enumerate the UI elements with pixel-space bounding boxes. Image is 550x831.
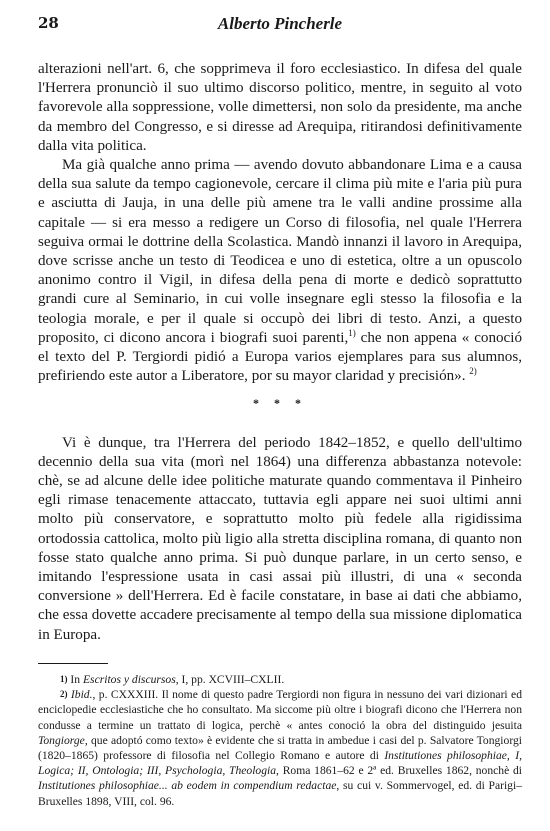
footnote-2-ibid: Ibid. <box>70 688 93 702</box>
footnote-1-number: 1) <box>60 674 68 684</box>
paragraph-2 <box>38 156 522 386</box>
body-text <box>38 60 522 645</box>
paragraph-2-part-a: Ma già qualche anno prima — avendo dovuto abbandonare Lima e a causa della sua salute da tempo cagionevole, cercare il clima più mite e l'aria più pura e asciutta di Jauja, in una delle più amene tra le valli andine prossime alla capitale — si era messo a redigere un Corso di filosofia, nel quale l'Herrera seguiva ormai le dottrine della Scolastica. Mandò innanzi il lavoro in Arequipa, dove scrisse anche un testo di Teodicea e uno di estetica, oltre a un opuscolo anonimo contro il Vigil, in difesa della pena di morte e dedicò soprattutto grandi cure al Seminario, in cui volle insegnare egli stesso la filosofia e la teologia morale, e per il quale si occupò dei libri di testo. Anzi, a questo proposito, ci dicono ancora i biografi suoi parenti, <box>38 157 522 346</box>
footnote-1-text: In <box>70 673 83 686</box>
footnote-rule <box>38 663 108 664</box>
footnote-2-institutiones-compendium: Institutiones philosophiae... ab eodem in compendium redactae <box>38 779 337 793</box>
footnote-ref-1: 1) <box>348 327 356 338</box>
footnote-2-tongiorge: Tongiorge <box>38 733 85 747</box>
paragraph-3: Vi è dunque, tra l'Herrera del periodo 1842–1852, e quello dell'ultimo decennio della sua vita (morì nel 1864) una differenza abbastanza notevole: chè, se ad alcune delle idee politiche maturate quando commentava il Pinheiro egli rimase tenacemente attaccato, tuttavia egli appare nei suoi ultimi anni molto più conservatore, e soprattutto molto più fedele alla rigidissima ortodossia cattolica, molto più ligio alla stretta disciplina romana, di quanto non fosse stato qualche anno prima. Si può dunque parlare, in un certo senso, e imitando l'espressione usata in casi assai più illustri, di una « seconda conversione » dell'Herrera. Ed è facile constatare, in base ai dati che abbiamo, che essa dovette accadere precisamente al tempo della sua missione diplomatica in Europa. <box>38 434 522 643</box>
footnote-2-text-c: , Roma 1861–62 e 2ª ed. Bruxelles 1862, nonchè di <box>276 764 522 778</box>
page-number: 28 <box>38 14 59 32</box>
running-head: Alberto Pincherle <box>217 14 343 33</box>
footnotes <box>38 672 522 809</box>
footnote-2-text-b: , que adoptó como texto» è evidente che si tratta in ambedue i casi del p. Salvatore Tongiorgi (1820–1865) professore di filosofia nel Collegio Romano e autore di <box>38 733 522 763</box>
footnote-2-institutiones: Institutiones philosophiae, I, Logica; II, Ontologia; III, Psychologia, Theologia <box>38 749 522 778</box>
footnote-1-title: Escritos y discursos <box>82 673 176 686</box>
footnote-1-citation: , I, pp. XCVIII–CXLII. <box>175 673 285 686</box>
footnote-2-text-a: , p. CXXXIII. Il nome di questo padre Tergiordi non figura in nessuno dei vari dizionari ed enciclopedie ecclesiastiche che ho consultato. Ma siccome più oltre i biografi dicono che l'Herrera non condusse a termine un trattato di logica, perchè « antes conoció la obra del distinguido jesuita <box>38 688 522 732</box>
page-header <box>38 14 522 36</box>
footnote-2-text-d: , su cui v. Sommervogel, ed. di Parigi–Bruxelles 1898, VIII, col. 96. <box>38 779 522 808</box>
footnote-2 <box>38 687 522 809</box>
footnote-2-number: 2) <box>60 689 68 700</box>
paragraph-1: alterazioni nell'art. 6, che sopprimeva il foro ecclesiastico. In difesa del quale l'Herrera pronunciò il suo ultimo discorso politico, mentre, in seguito al voto favorevole alla soppressione, volle dimettersi, non solo da presidente, ma anche da membro del Congresso, e si diresse ad Arequipa, ritirandosi definitivamente dalla vita politica. <box>38 61 522 154</box>
section-separator: * * * <box>253 396 307 411</box>
paragraph-2-part-b: che non appena « conoció el texto del P. Tergiordi pidió a Europa varios ejemplares para sus alumnos, prefiriendo este autor a Liberatore, por su mayor claridad y precisión». <box>38 329 522 385</box>
footnote-ref-2: 2) <box>469 366 477 377</box>
footnote-1 <box>38 672 522 687</box>
